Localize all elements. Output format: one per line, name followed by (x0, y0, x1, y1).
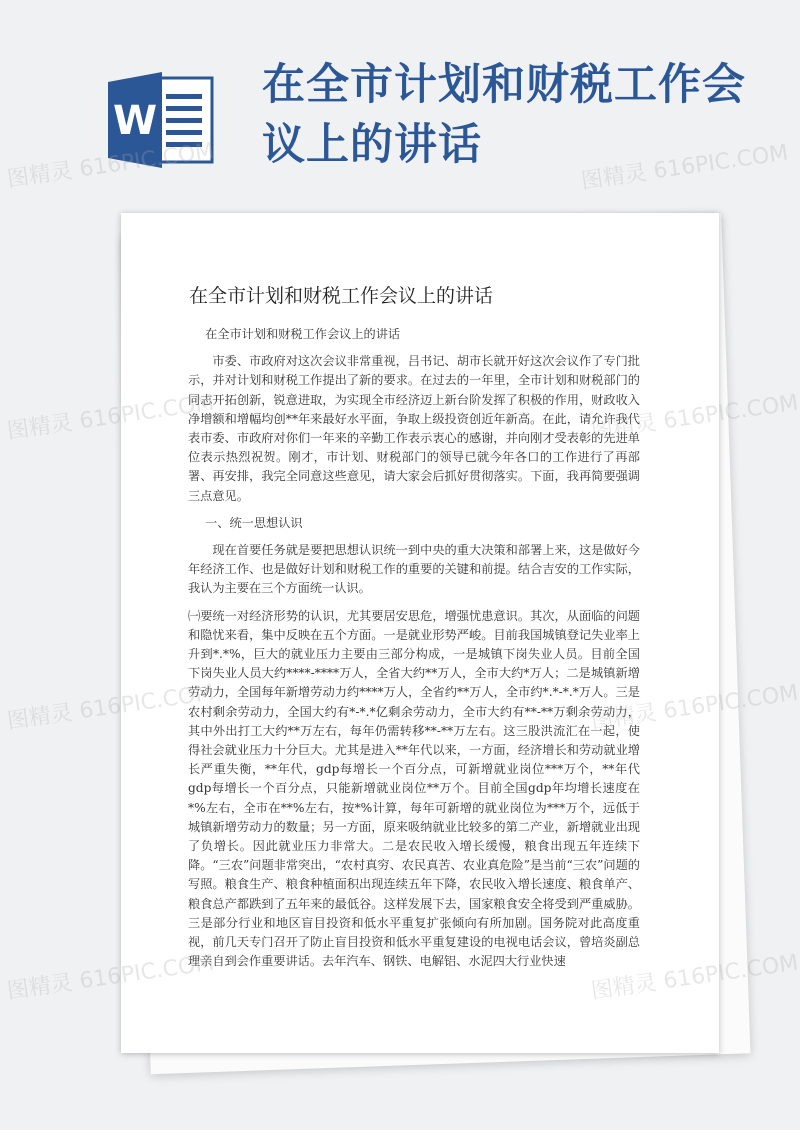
paragraph-subtitle: 在全市计划和财税工作会议上的讲话 (205, 327, 401, 341)
watermark-text: 图精灵 616PIC.COM (579, 140, 790, 195)
document-title: 在全市计划和财税工作会议上的讲话 (262, 60, 746, 170)
document-page (121, 213, 719, 1053)
paragraph-section-1: 现在首要任务就是要把思想认识统一到中央的重大决策和部署上来，这是做好今年经济工作、也是做好计划和财税工作的重要的关键和前提。结合吉安的工作实际，我认为主要在三个方面统一认识。 (188, 543, 640, 596)
watermark-text: 图精灵 616PIC.COM (5, 390, 216, 445)
section-heading-1: 一、统一思想认识 (205, 515, 303, 530)
watermark-text: 图精灵 616PIC.COM (5, 680, 216, 735)
paragraph-economy: ㈠要统一对经济形势的认识，尤其要居安思危，增强忧患意识。其次，从面临的问题和隐忧来看，集中反映在五个方面。一是就业形势严峻。目前我国城镇登记失业率上升到*.*%，巨大的就业压力主要由三部分构成，一是城镇下岗失业人员。目前全国下岗失业人员大约****-****万人，全省大约**万人，全市大约*万人；二是城镇新增劳动力，全国每年新增劳动力约****万人，全省约**万人，全市约*.*-*.*万人。三是农村剩余劳动力，全国大约有*-*.*亿剩余劳动力，全市大约有**-**万剩余劳动力，其中外出打工大约**万左右，每年仍需转移**-**万左右。这三股洪流汇在一起，使得社会就业压力十分巨大。尤其是进入**年代以来，一方面，经济增长和劳动就业增长严重失衡，**年代，gdp每增长一个百分点，可新增就业岗位***万个，**年代gdp每增长一个百分点，只能新增就业岗位**万个。目前全国gdp年均增长速度在*%左右，全市在**%左右，按*%计算，每年可新增的就业岗位为***万个，远低于城镇新增劳动力的数量；另一方面，原来吸纳就业比较多的第二产业，新增就业出现了负增长。因此就业压力非常大。二是农民收入增长缓慢，粮食出现五年连续下降。“三农”问题非常突出，“农村真穷、农民真苦、农业真危险”是当前“三农”问题的写照。粮食生产、粮食种植面积出现连续五年下降，农民收入增长速度、粮食单产、粮食总产都跌到了五年来的最低谷。这样发展下去，国家粮食安全将受到严重威胁。三是部分行业和地区盲目投资和低水平重复扩张倾向有所加剧。国务院对此高度重视，前几天专门召开了防止盲目投资和低水平重复建设的电视电话会议，曾培炎副总理亲自到会作重要讲话。去年汽车、钢铁、电解铝、水泥四大行业快速 (188, 608, 640, 969)
watermark-text: 图精灵 616PIC.COM (589, 390, 800, 445)
page-heading: 在全市计划和财税工作会议上的讲话 (189, 285, 494, 307)
watermark-text: 图精灵 616PIC.COM (589, 950, 800, 1005)
paragraph-intro: 市委、市政府对这次会议非常重视，吕书记、胡市长就开好这次会议作了专门批示，并对计划和财税工作提出了新的要求。在过去的一年里，全市计划和财税部门的同志开拓创新，锐意进取，为实现全市经济迈上新台阶发挥了积极的作用，财政收入净增额和增幅均创**年来最好水平面，争取上级投资创近年新高。在此，请允许我代表市委、市政府对你们一年来的辛勤工作表示衷心的感谢，并向刚才受表彰的先进单位表示热烈祝贺。刚才，市计划、财税部门的领导已就今年各口的工作进行了再部署、再安排，我完全同意这些意见，请大家会后抓好贯彻落实。下面，我再简要强调三点意见。 (188, 354, 640, 503)
document-body (188, 325, 640, 980)
svg-text:W: W (112, 98, 158, 144)
watermark-text: 图精灵 616PIC.COM (5, 138, 216, 193)
watermark-text: 图精灵 616PIC.COM (589, 680, 800, 735)
watermark-text: 图精灵 616PIC.COM (5, 950, 216, 1005)
word-document-icon (108, 72, 214, 168)
